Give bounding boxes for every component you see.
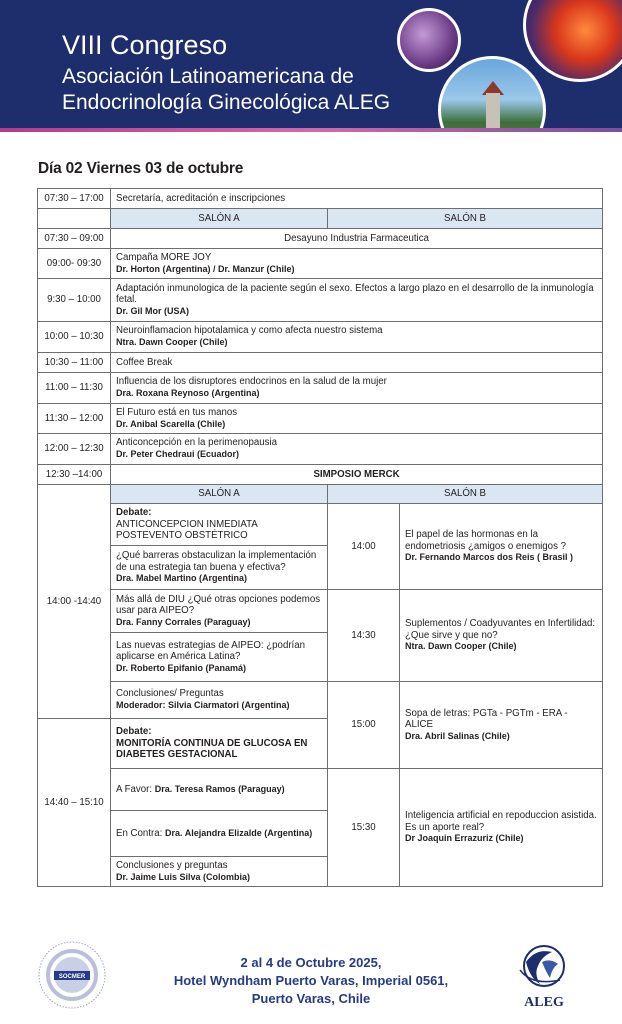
aleg-label: ALEG (524, 995, 564, 1010)
association-name-line2: Endocrinología Ginecológica ALEG (62, 91, 391, 114)
session-cell (111, 249, 603, 279)
session-cell (111, 322, 603, 353)
session-title: ¿Qué barreras obstaculizan la implementación de una estrategia tan buena y efectiva? (116, 550, 317, 573)
time-cell: 12:30 –14:00 (38, 465, 111, 485)
table-row (38, 322, 603, 353)
speaker: Dr. Anibal Scarella (Chile) (116, 418, 226, 429)
empty-cell (38, 209, 111, 229)
salon-b-time: 15:30 (328, 769, 400, 887)
session-title: Influencia de los disruptores endocrinos en la salud de la mujer (116, 376, 387, 388)
time-cell: 14:00 -14:40 (38, 485, 111, 719)
table-row (38, 404, 603, 434)
endocrine-organ-photo (523, 0, 622, 82)
symposium-title: SIMPOSIO MERCK (313, 468, 400, 480)
table-row (38, 590, 603, 633)
salon-a-session (111, 811, 328, 857)
table-row (38, 229, 603, 249)
speaker: Dra. Mabel Martino (Argentina) (116, 573, 248, 584)
session-title: Campaña MORE JOY (116, 251, 212, 263)
speaker: Dra. Teresa Ramos (Paraguay) (154, 783, 285, 794)
speaker: Dr. Horton (Argentina) / Dr. Manzur (Chile) (116, 263, 295, 274)
event-city: Puerto Varas, Chile (251, 991, 371, 1006)
speaker: Dra. Abril Salinas (Chile) (405, 730, 510, 741)
table-row (38, 769, 603, 811)
session-title: Inteligencia artificial en repoduccion asistida. Es un aporte real? (405, 810, 597, 833)
speaker: Dra. Roxana Reynoso (Argentina) (116, 388, 260, 398)
debate-title: ANTICONCEPCION INMEDIATA POSTEVENTO OBSTÉTRICO (116, 518, 258, 542)
session-title: Neuroinflamacion hipotalamica y como afecta nuestro sistema (116, 325, 383, 337)
speaker: Dr. Roberto Epifanio (Panamá) (116, 662, 247, 673)
salon-a-session (111, 590, 328, 633)
session-title: El papel de las hormonas en la endometriosis ¿amigos o enemigos ? (405, 529, 566, 552)
table-row (38, 279, 603, 322)
salon-a-header: SALÓN A (111, 209, 328, 229)
session-cell (111, 279, 603, 322)
speaker: Dr. Jaime Luis Silva (Colombia) (116, 871, 251, 882)
event-dates: 2 al 4 de Octubre 2025, (240, 955, 382, 970)
session-title: Sopa de letras: PGTa - PGTm - ERA - ALICE (405, 707, 568, 731)
speaker: Dra. Fanny Corrales (Paraguay) (116, 616, 251, 627)
session-cell (111, 404, 603, 434)
salon-b-time: 14:30 (328, 590, 400, 682)
session-title: Las nuevas estrategias de AIPEO: ¿podrían aplicarse en América Latina? (116, 639, 306, 663)
moderator (116, 700, 322, 712)
header-stripe (0, 128, 622, 132)
position-label: En Contra: (116, 827, 163, 839)
table-row (38, 249, 603, 279)
salon-a-header: SALÓN A (111, 485, 328, 504)
speaker: Dr. Peter Chedraui (Ecuador) (116, 449, 240, 459)
time-cell: 10:00 – 10:30 (38, 322, 111, 353)
event-venue: Hotel Wyndham Puerto Varas, Imperial 0561, (173, 973, 449, 988)
debate-label: Debate: (116, 507, 152, 519)
time-cell: 10:30 – 11:00 (38, 353, 111, 373)
event-info (150, 954, 472, 1008)
salon-b-time: 15:00 (328, 682, 400, 769)
salon-b-session (400, 682, 603, 769)
speaker: Dr Joaquin Errazuriz (Chile) (405, 833, 524, 844)
table-row (38, 504, 603, 546)
header-banner (0, 0, 622, 128)
session-cell: Coffee Break (111, 353, 603, 373)
puerto-varas-church-photo (438, 56, 546, 128)
salon-b-session (400, 769, 603, 887)
debate-label: Debate: (116, 726, 152, 738)
table-row (38, 209, 603, 229)
salon-a-session (111, 546, 328, 590)
church-tower (486, 93, 500, 128)
time-cell: 07:30 – 17:00 (38, 189, 111, 209)
symposium-cell (111, 465, 603, 485)
congress-title: VIII Congreso (62, 30, 228, 60)
session-title: El Futuro está en tus manos (116, 406, 238, 418)
salon-b-session (400, 504, 603, 590)
session-title: Adaptación inmunologica de la paciente según el sexo. Efectos a largo plazo en el desarrollo de la inmunología fetal. (116, 282, 594, 306)
table-row (38, 682, 603, 719)
time-cell: 14:40 – 15:10 (38, 719, 111, 887)
time-cell: 09:00- 09:30 (38, 249, 111, 279)
association-name-line1: Asociación Latinoamericana de (62, 65, 354, 88)
socmer-logo (37, 940, 107, 1010)
session-title: Conclusiones y preguntas (116, 859, 228, 871)
time-cell: 07:30 – 09:00 (38, 229, 111, 249)
salon-a-session (111, 633, 328, 682)
time-cell: 11:30 – 12:00 (38, 404, 111, 434)
session-title: Anticoncepción en la perimenopausia (116, 437, 278, 449)
salon-b-header: SALÓN B (328, 485, 603, 504)
salon-a-session (111, 769, 328, 811)
table-row (38, 373, 603, 404)
time-cell: 9:30 – 10:00 (38, 279, 111, 322)
time-cell: 11:00 – 11:30 (38, 373, 111, 404)
session-cell (111, 373, 603, 404)
time-cell: 12:00 – 12:30 (38, 434, 111, 465)
speaker: Silvia Ciarmatori (Argentina) (168, 700, 290, 710)
session-cell: Desayuno Industria Farmaceutica (111, 229, 603, 249)
position-label: A Favor: (116, 783, 153, 795)
table-row (38, 353, 603, 373)
socmer-label: SOCMER (58, 974, 86, 980)
salon-b-time: 14:00 (328, 504, 400, 590)
table-row (38, 434, 603, 465)
salon-b-session (400, 590, 603, 682)
debate-title: MONITORÍA CONTINUA DE GLUCOSA EN DIABETES GESTACIONAL (116, 737, 308, 761)
salon-b-header: SALÓN B (328, 209, 603, 229)
session-cell: Secretaría, acreditación e inscripciones (111, 189, 603, 209)
schedule-table (37, 188, 603, 887)
table-row (38, 465, 603, 485)
day-title: Día 02 Viernes 03 de octubre (38, 160, 244, 177)
microscopy-photo (397, 8, 461, 72)
aleg-logo (512, 940, 576, 1012)
speaker: Ntra. Dawn Cooper (Chile) (116, 337, 228, 347)
session-title: Más allá de DIU ¿Qué otras opciones podemos usar para AIPEO? (116, 593, 321, 617)
session-title: Conclusiones/ Preguntas (116, 688, 224, 700)
table-row (38, 485, 603, 504)
salon-a-session (111, 857, 328, 887)
speaker: Dr. Fernando Marcos dos Reis ( Brasil ) (405, 552, 574, 563)
debate-cell (111, 504, 328, 546)
debate-cell (111, 719, 328, 769)
speaker: Dra. Alejandra Elizalde (Argentina) (165, 827, 313, 838)
moderator-label: Moderador: (116, 700, 166, 710)
salon-a-session (111, 682, 328, 719)
session-cell (111, 434, 603, 465)
session-title: Suplementos / Coadyuvantes en Infertilidad: ¿Que sirve y que no? (405, 618, 596, 641)
table-row (38, 189, 603, 209)
speaker: Ntra. Dawn Cooper (Chile) (405, 641, 517, 652)
speaker: Dr. Gil Mor (USA) (116, 305, 190, 316)
